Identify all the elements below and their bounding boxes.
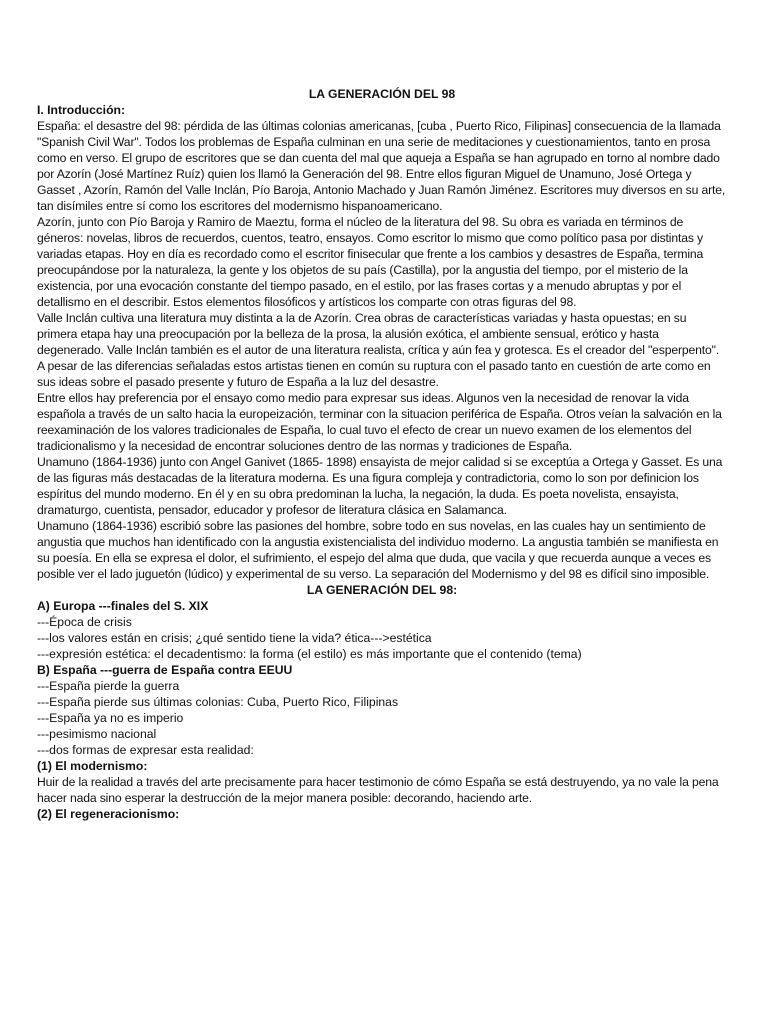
paragraph-6: Unamuno (1864-1936) escribió sobre las pasiones del hombre, sobre todo en sus novelas, en las cuales hay un sentimiento de angustia que muchos han identificado con la angustia existencialista del individuo moderno. La angustia también se manifiesta en su poesía. En ella se expresa el dolor, el sufrimiento, el espejo del alma que duda, que vacila y que recuerda aunque a veces es posible ver el lado juguetón (lúdico) y experimental de su verso. La separación del Modernismo y del 98 es difícil sino imposible. — [37, 519, 719, 581]
outline-item-a: A) Europa ---finales del S. XIX — [37, 599, 209, 613]
outline-item: ---España pierde sus últimas colonias: Cuba, Puerto Rico, Filipinas — [37, 695, 399, 709]
outline-item: ---dos formas de expresar esta realidad: — [37, 743, 254, 757]
outline-item: ---Época de crisis — [37, 615, 132, 629]
outline-heading-modernismo: (1) El modernismo: — [37, 759, 148, 773]
paragraph-3: Valle Inclán cultiva una literatura muy distinta a la de Azorín. Crea obras de características variadas y hasta opuestas; en su primera etapa hay una preocupación por la belleza de la prosa, la alusión exótica, el ambiente sensual, erótico y hasta degenerado. Valle Inclán también es el autor de una literatura realista, crítica y aún fea y grotesca. Es el creador del "esperpento". A pesar de las diferencias señaladas estos artistas tienen en común su ruptura con el pasado tanto en cuestión de arte como en sus ideas sobre el pasado presente y futuro de España a la luz del desastre. — [37, 311, 720, 389]
paragraph-5: Unamuno (1864-1936) junto con Angel Ganivet (1865- 1898) ensayista de mejor calidad si se exceptúa a Ortega y Gasset. Es una de las figuras más destacadas de la literatura moderna. Es una figura compleja y contradictoria, como lo son por definicion los espíritus del mundo moderno. En él y en su obra predominan la lucha, la negación, la duda. Es poeta novelista, ensayista, dramaturgo, cuentista, pensador, educador y profesor de literatura clásica en Salamanca. — [37, 455, 723, 517]
outline-heading-regeneracionismo: (2) El regeneracionismo: — [37, 807, 180, 821]
outline-item: ---los valores están en crisis; ¿qué sentido tiene la vida? ética--->estética — [37, 631, 432, 645]
section-heading-intro: I. Introducción: — [37, 103, 126, 117]
outline-item: ---pesimismo nacional — [37, 727, 157, 741]
paragraph-1: España: el desastre del 98: pérdida de las últimas colonias americanas, [cuba , Puerto Rico, Filipinas] consecuencia de la llamada "Spanish Civil War". Todos los problemas de España culminan en una serie de meditaciones y cuestionamientos, tanto en prosa como en verso. El grupo de escritores que se dan cuenta del mal que aqueja a España se han agrupado en torno al nombre dado por Azorín (José Martínez Ruíz) quien los llamó la Generación del 98. Entre ellos figuran Miguel de Unamuno, José Ortega y Gasset , Azorín, Ramón del Valle Inclán, Pío Baroja, Antonio Machado y Juan Ramón Jiménez. Escritores muy diversos en su arte, tan disímiles entre sí como los escritores del modernismo hispanoamericano. — [37, 119, 726, 213]
document-page — [37, 86, 727, 822]
outline-paragraph-modernismo: Huir de la realidad a través del arte precisamente para hacer testimonio de cómo España se está destruyendo, ya no vale la pena hacer nada sino esperar la destrucción de la mejor manera posible: decorando, haciendo arte. — [37, 775, 719, 805]
outline-item: ---España pierde la guerra — [37, 679, 180, 693]
outline-item: ---España ya no es imperio — [37, 711, 184, 725]
document-subtitle: LA GENERACIÓN DEL 98: — [306, 583, 458, 597]
outline-item-b: B) España ---guerra de España contra EEUU — [37, 663, 293, 677]
document-title: LA GENERACIÓN DEL 98 — [308, 87, 456, 101]
paragraph-4: Entre ellos hay preferencia por el ensayo como medio para expresar sus ideas. Algunos ven la necesidad de renovar la vida española a través de un salto hacia la europeización, terminar con la situacion periférica de España. Otros veían la salvación en la reexaminación de los valores tradicionales de España, lo cual tuvo el efecto de crear un nuevo examen de los elementos del tradicionalismo y la necesidad de encontrar soluciones dentro de las normas y tradiciones de España. — [37, 391, 722, 453]
outline-item: ---expresión estética: el decadentismo: la forma (el estilo) es más importante que el contenido (tema) — [37, 647, 582, 661]
paragraph-2: Azorín, junto con Pío Baroja y Ramiro de Maeztu, forma el núcleo de la literatura del 98. Su obra es variada en términos de géneros: novelas, libros de recuerdos, cuentos, teatro, ensayos. Como escritor lo mismo que como político pasa por distintas y variadas etapas. Hoy en día es recordado como el escritor finisecular que frente a los cambios y desastres de España, termina preocupándose por la naturaleza, la gente y los objetos de su país (Castilla), por la angustia del tiempo, por el misterio de la existencia, por una evocación constante del tiempo pasado, en el estilo, por las frases cortas y a menudo abruptas y por el detallismo en el describir. Estos elementos filosóficos y artísticos los comparte con otras figuras del 98. — [37, 215, 704, 309]
